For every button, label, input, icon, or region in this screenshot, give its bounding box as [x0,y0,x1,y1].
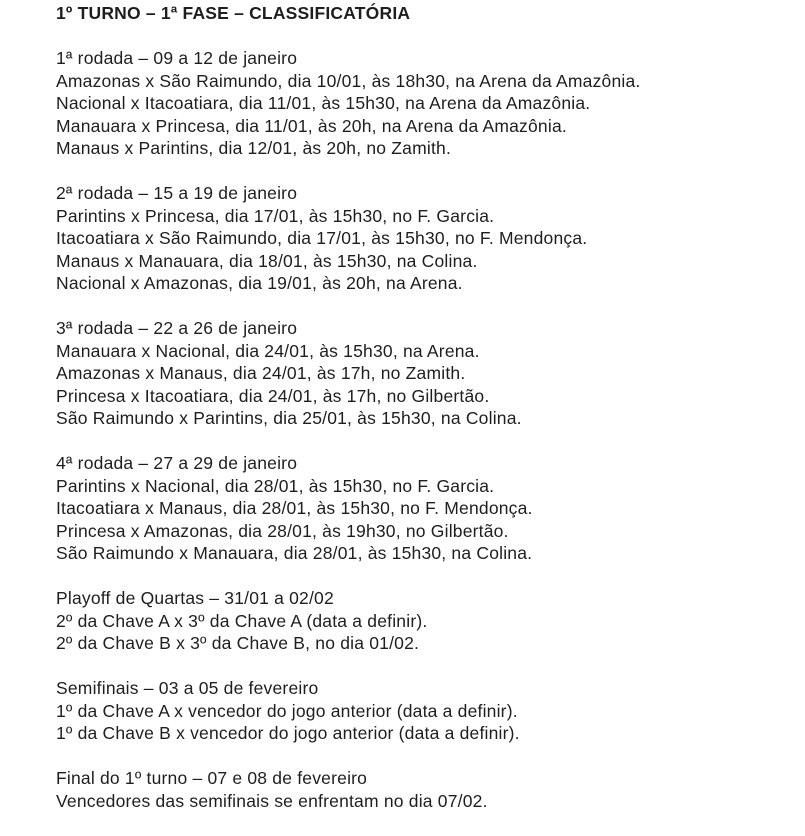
match-line: Parintins x Nacional, dia 28/01, às 15h30, no F. Garcia. [56,475,495,496]
match-line: Parintins x Princesa, dia 17/01, às 15h30, no F. Garcia. [56,205,495,226]
match-line: Nacional x Amazonas, dia 19/01, às 20h, na Arena. [56,273,463,293]
round-2-section [56,182,796,295]
section-heading: 4ª rodada – 27 a 29 de janeiro [56,453,298,473]
match-line: 2º da Chave A x 3º da Chave A (data a definir). [56,610,428,631]
round-3-section [56,317,796,430]
round-1-section [56,47,796,160]
section-heading: Final do 1º turno – 07 e 08 de fevereiro [56,768,368,788]
match-line: Manauara x Princesa, dia 11/01, às 20h, na Arena da Amazônia. [56,115,567,136]
match-line: Princesa x Itacoatiara, dia 24/01, às 17h, no Gilbertão. [56,385,490,406]
match-line: Itacoatiara x São Raimundo, dia 17/01, às 15h30, no F. Mendonça. [56,228,588,248]
match-line: Amazonas x São Raimundo, dia 10/01, às 18h30, na Arena da Amazônia. [56,70,641,91]
match-line: Manaus x Parintins, dia 12/01, às 20h, no Zamith. [56,138,452,158]
match-line: Vencedores das semifinais se enfrentam no dia 07/02. [56,790,488,811]
match-line: Manauara x Nacional, dia 24/01, às 15h30, na Arena. [56,340,480,361]
round-4-section [56,452,796,565]
match-line: Nacional x Itacoatiara, dia 11/01, às 15h30, na Arena da Amazônia. [56,93,591,113]
match-line: 2º da Chave B x 3º da Chave B, no dia 01/02. [56,633,420,653]
section-heading: 3ª rodada – 22 a 26 de janeiro [56,318,298,338]
section-heading: 2ª rodada – 15 a 19 de janeiro [56,183,298,203]
match-line: Manaus x Manauara, dia 18/01, às 15h30, na Colina. [56,250,478,271]
section-heading: Playoff de Quartas – 31/01 a 02/02 [56,588,334,608]
section-heading: Semifinais – 03 a 05 de fevereiro [56,678,319,698]
quarterfinal-playoff-section [56,587,796,655]
semifinals-section [56,677,796,745]
final-section [56,767,796,812]
match-line: 1º da Chave B x vencedor do jogo anterior (data a definir). [56,723,520,743]
match-line: Amazonas x Manaus, dia 24/01, às 17h, no Zamith. [56,363,466,383]
section-heading: 1ª rodada – 09 a 12 de janeiro [56,48,298,68]
match-line: São Raimundo x Manauara, dia 28/01, às 15h30, na Colina. [56,543,533,563]
match-line: São Raimundo x Parintins, dia 25/01, às 15h30, na Colina. [56,408,522,428]
match-line: 1º da Chave A x vencedor do jogo anterior (data a definir). [56,700,518,721]
match-line: Princesa x Amazonas, dia 28/01, às 19h30, no Gilbertão. [56,520,509,541]
schedule-document [56,2,796,812]
page-title: 1º TURNO – 1ª FASE – CLASSIFICATÓRIA [56,3,411,23]
match-line: Itacoatiara x Manaus, dia 28/01, às 15h30, no F. Mendonça. [56,498,533,518]
